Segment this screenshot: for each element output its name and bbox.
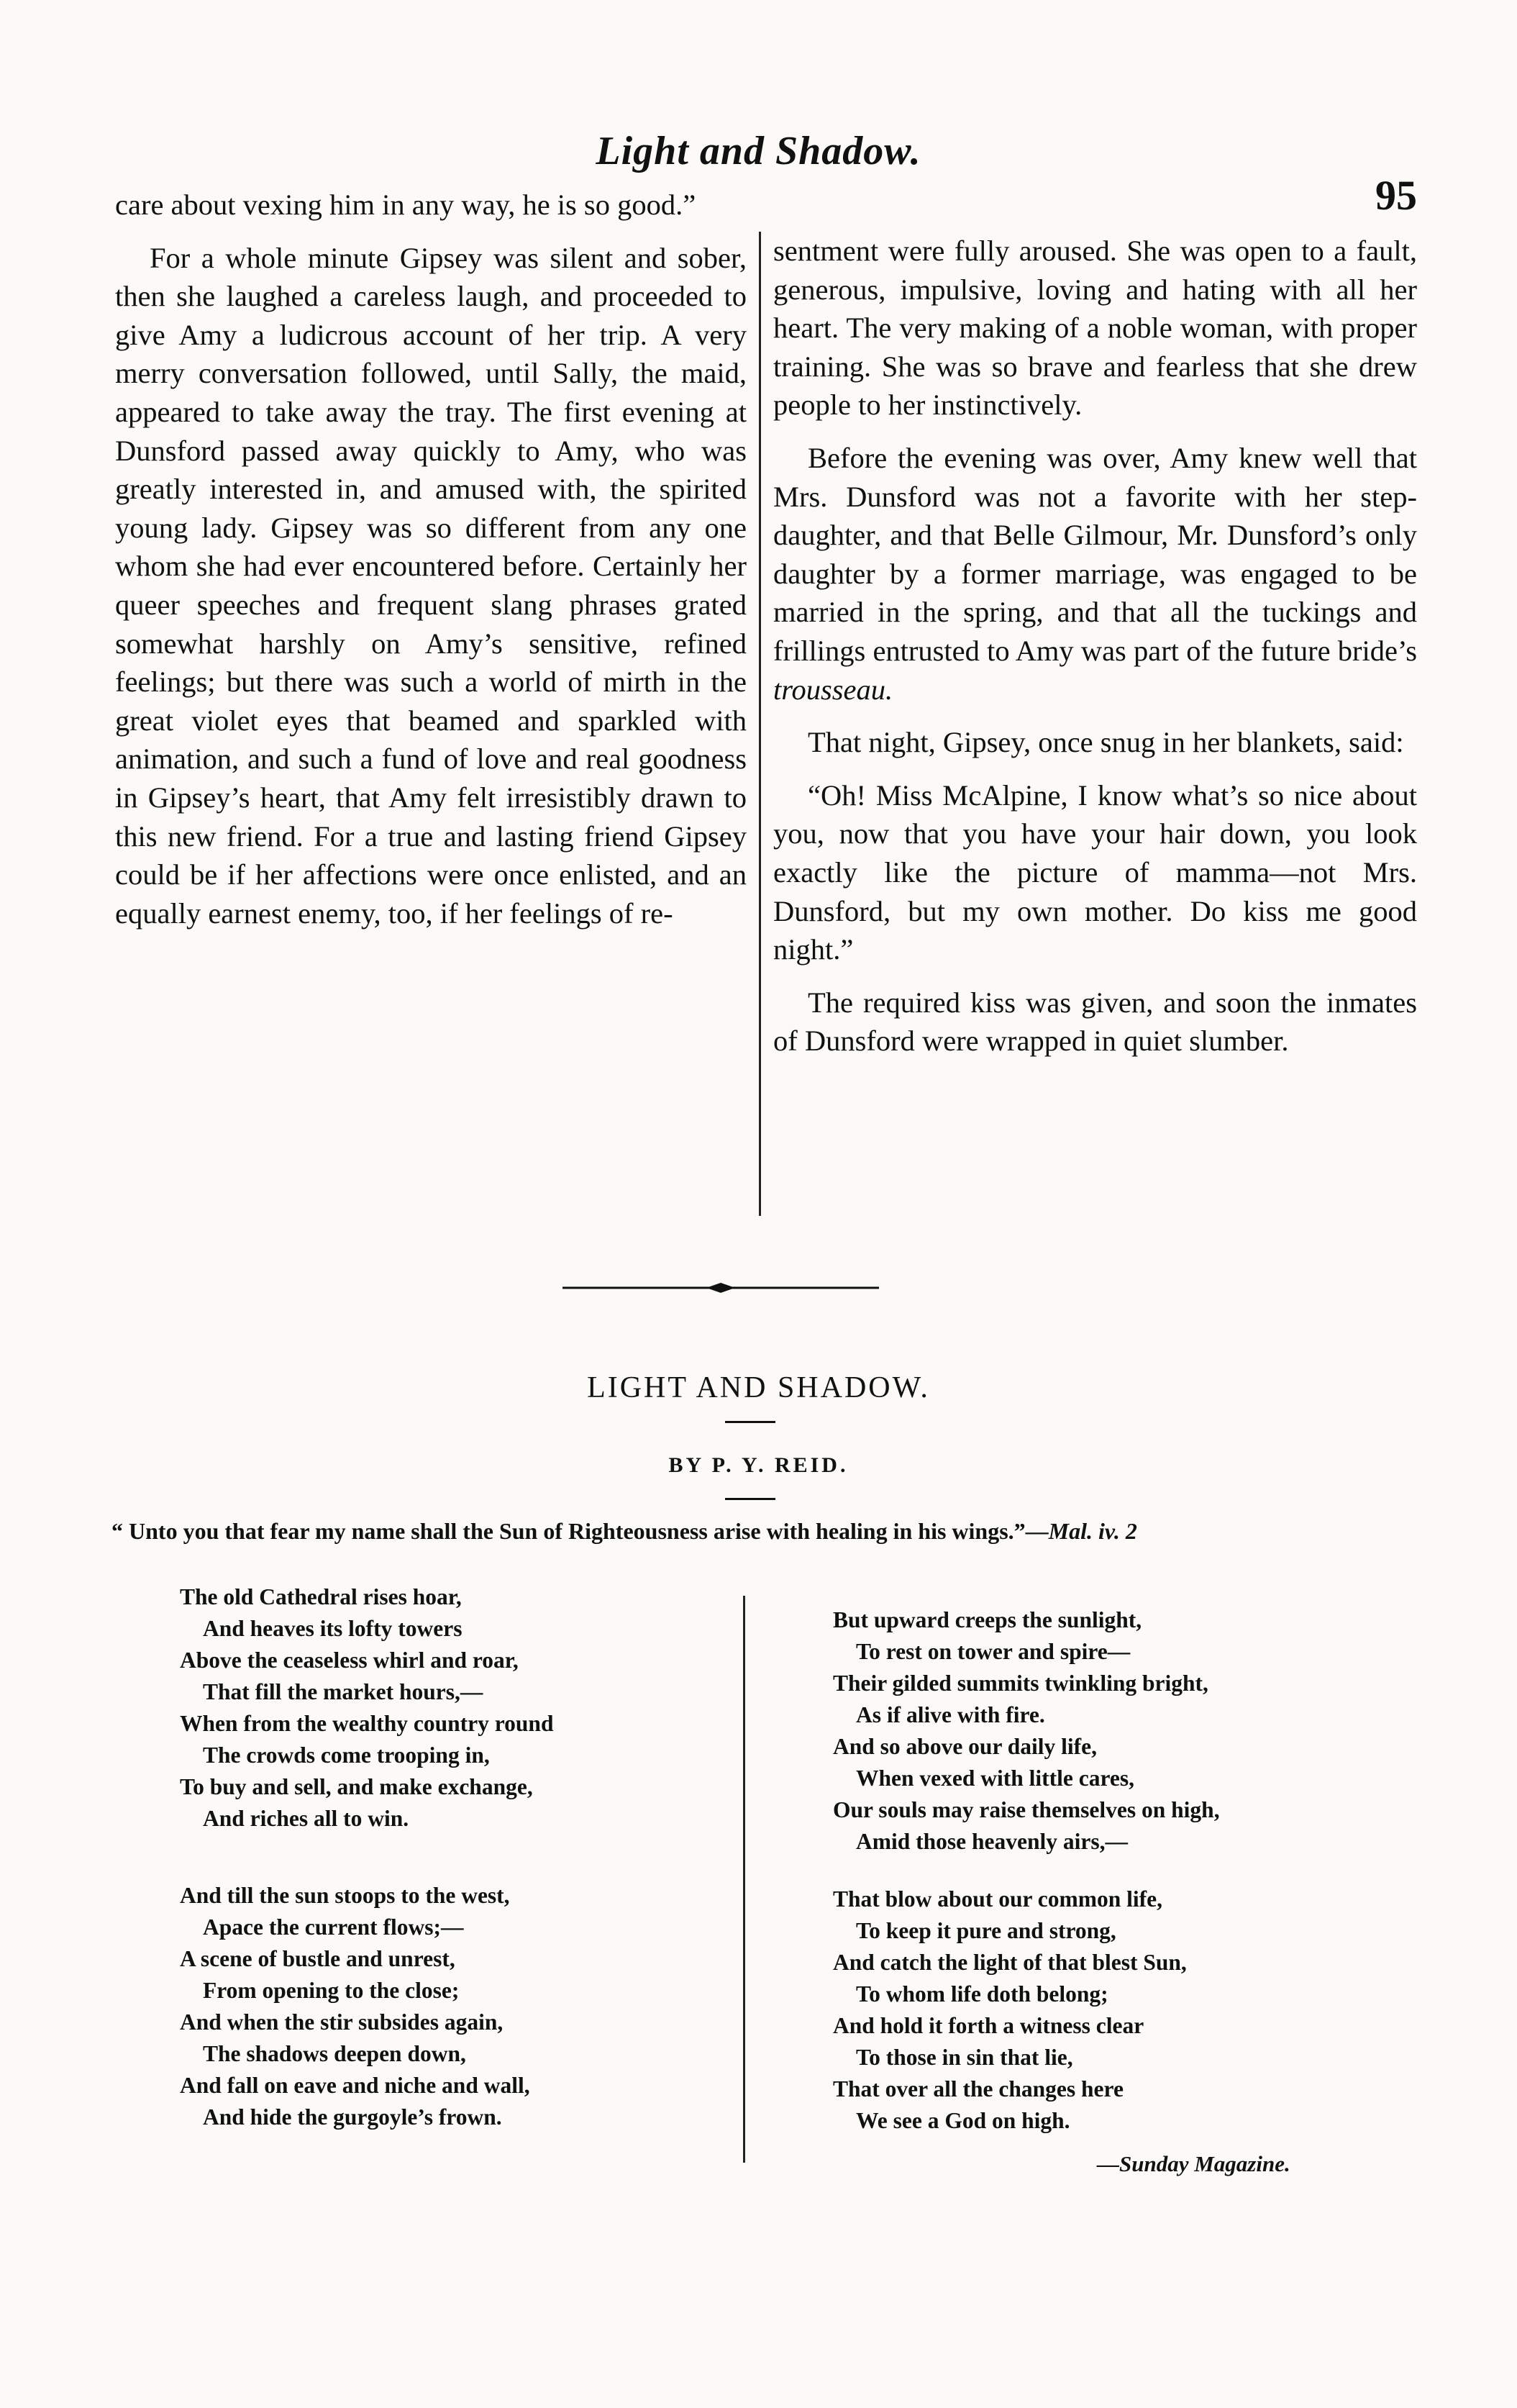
poem-line: To buy and sell, and make exchange,: [180, 1774, 533, 1799]
story-left-column: [115, 186, 747, 932]
poem-line: To those in sin that lie,: [856, 2045, 1073, 2070]
story-paragraph-text: Before the evening was over, Amy knew well that Mrs. Dunsford was not a favorite with her step-daughter, and that Belle Gilmour, Mr. Dunsford’s only daughter by a former marriage, was engaged to be married in the spring, and that all the tuckings and frillings entrusted to Amy was part of: [773, 441, 1417, 667]
epigraph-text: “ Unto you that fear my name shall the Sun of Righteousness arise with healing in his wings.”—: [111, 1518, 1049, 1544]
title-rule: [725, 1421, 775, 1423]
poem-line: And till the sun stoops to the west,: [180, 1883, 510, 1908]
poem-line: As if alive with fire.: [856, 1702, 1045, 1727]
poem-line: And hold it forth a witness clear: [833, 2013, 1144, 2038]
poem-line: And when the stir subsides again,: [180, 2009, 504, 2035]
epigraph-citation: Mal. iv. 2: [1048, 1518, 1137, 1544]
poem-line: When from the wealthy country round: [180, 1711, 554, 1736]
poem-source: —Sunday Magazine.: [1097, 2151, 1290, 2176]
trousseau-prefix: the future bride’s: [1218, 634, 1417, 667]
poem-line: And so above our daily life,: [833, 1734, 1097, 1759]
story-paragraph: The required kiss was given, and soon the inmates of Dunsford were wrapped in quiet slumber.: [773, 986, 1417, 1058]
poem-line: That over all the changes here: [833, 2076, 1124, 2102]
story-paragraph: That night, Gipsey, once snug in her blankets, said:: [808, 726, 1404, 759]
story-right-column: [773, 232, 1417, 1060]
section-ornament: [562, 1282, 879, 1294]
story-paragraph: For a whole minute Gipsey was silent and sober, then she laughed a careless laugh, and proceeded to give Amy a ludicrous account of her trip. A very merry conversation followed, until Sally, the maid, appeared to take away the tray. The first evening at Dunsford passed away quickly to Amy, who was greatly interested in, and amused with, the spirited young lady. Gipsey was so different from any one whom she had ever encountered before. Certainly her queer speeches and frequent slang phrases grated somewhat harshly on Amy’s sensitive, refined feelings; but there was such a world of mirth in the great violet eyes that beamed and sparkled with animation, and such a fund of love and real goodness in Gipsey’s heart, that Amy felt irresistibly drawn to this new friend. For a true and lasting friend Gipsey could be if her affections were once enlisted, and an equally earnest enemy, too, if her feelings of re-: [115, 241, 747, 930]
poem-line: And heaves its lofty towers: [203, 1616, 463, 1641]
story-paragraph: sentment were fully aroused. She was open to a fault, generous, impulsive, loving and hating with all her heart. The very making of a noble woman, with proper training. She was so brave and fearless that she drew people to her instinctively.: [773, 235, 1417, 422]
poem-line: And hide the gurgoyle’s frown.: [203, 2104, 502, 2130]
poem-byline: BY P. Y. REID.: [668, 1453, 849, 1477]
poem-title: LIGHT AND SHADOW.: [587, 1371, 930, 1404]
running-title: Light and Shadow.: [596, 129, 921, 173]
poem-line: Apace the current flows;—: [203, 1914, 464, 1940]
poem-line: Above the ceaseless whirl and roar,: [180, 1648, 519, 1673]
poem-line: We see a God on high.: [856, 2108, 1070, 2133]
poem-line: From opening to the close;: [203, 1978, 460, 2003]
poem-line: And catch the light of that blest Sun,: [833, 1950, 1187, 1975]
column-divider: [759, 232, 761, 1216]
poem-stanza-3: [833, 1604, 1220, 1858]
poem-line: That fill the market hours,—: [203, 1679, 483, 1704]
poem-line: Our souls may raise themselves on high,: [833, 1797, 1220, 1822]
poem-line: To keep it pure and strong,: [856, 1918, 1116, 1943]
poem-stanza-4: [833, 1884, 1187, 2137]
poem-line: That blow about our common life,: [833, 1886, 1162, 1912]
poem-line: The crowds come trooping in,: [203, 1743, 490, 1768]
poem-line: When vexed with little cares,: [856, 1766, 1134, 1791]
poem-line: And riches all to win.: [203, 1806, 409, 1831]
story-paragraph: “Oh! Miss McAlpine, I know what’s so nice about you, now that you have your hair down, you look exactly like the picture of mamma—not Mrs. Dunsford, but my own mother. Do kiss me good night.”: [773, 778, 1417, 966]
poem-line: Their gilded summits twinkling bright,: [833, 1671, 1208, 1696]
poem-line: Amid those heavenly airs,—: [856, 1829, 1128, 1854]
story-paragraph: [773, 439, 1417, 709]
poem-line: The old Cathedral rises hoar,: [180, 1584, 462, 1609]
poem-stanza-2: [180, 1880, 530, 2133]
story-paragraph: care about vexing him in any way, he is so good.”: [115, 188, 696, 221]
poem-line: The shadows deepen down,: [203, 2041, 466, 2066]
poem-line: To whom life doth belong;: [856, 1981, 1108, 2007]
page-number: 95: [1375, 172, 1417, 219]
poem-stanza-1: [180, 1581, 553, 1835]
poem-line: But upward creeps the sunlight,: [833, 1607, 1142, 1632]
byline-rule: [725, 1498, 775, 1500]
poem-column-divider: [743, 1596, 745, 2163]
poem-line: A scene of bustle and unrest,: [180, 1946, 455, 1971]
poem-line: To rest on tower and spire—: [856, 1639, 1131, 1664]
poem-epigraph: [111, 1518, 1421, 1545]
trousseau-word: trousseau.: [773, 673, 893, 706]
poem-line: And fall on eave and niche and wall,: [180, 2073, 530, 2098]
